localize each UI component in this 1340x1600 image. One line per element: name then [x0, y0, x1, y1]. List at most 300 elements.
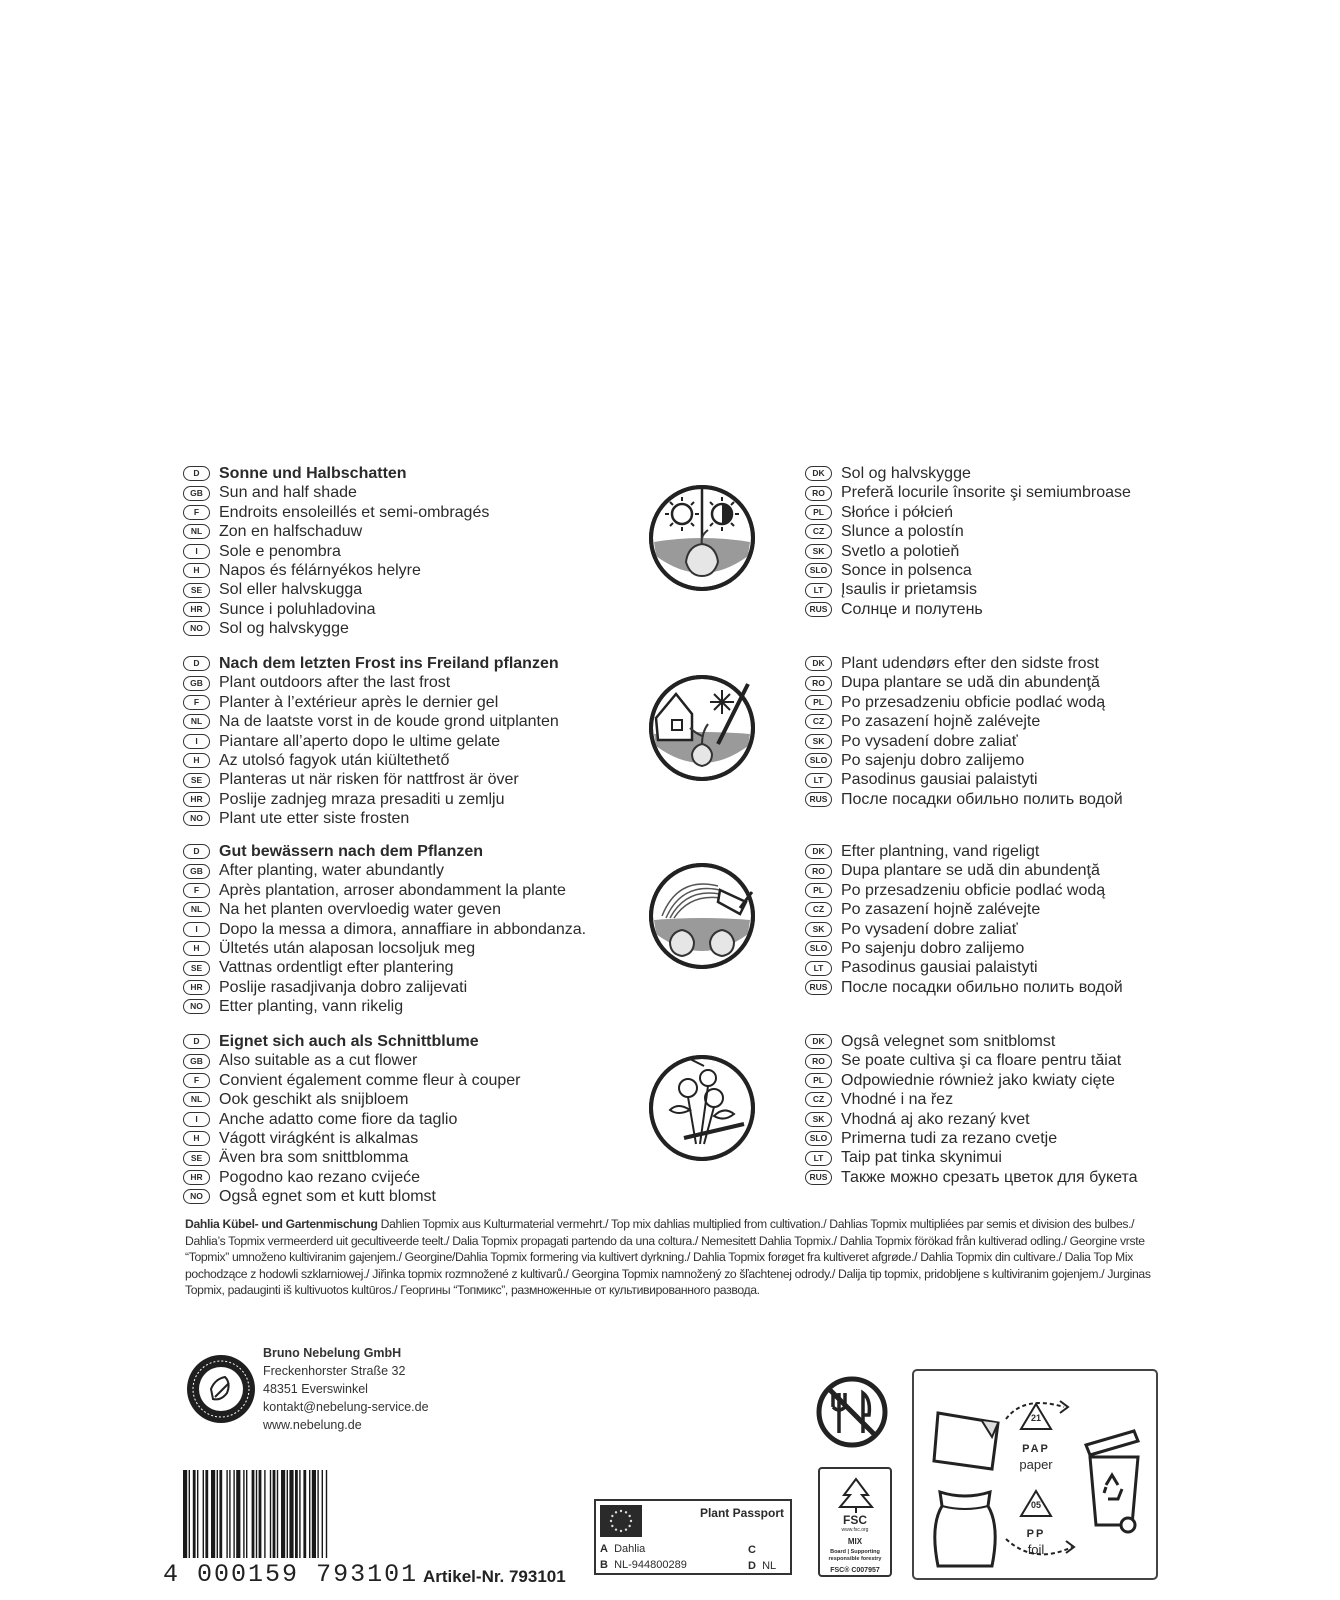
language-line: [183, 712, 603, 731]
passport-line-a: A Dahlia: [600, 1543, 646, 1555]
barcode-bar: [236, 1470, 240, 1558]
eu-flag-icon: [600, 1505, 642, 1537]
language-line: [805, 861, 1285, 880]
language-code-badge: SK: [805, 734, 832, 749]
pp-label: PP: [1026, 1528, 1046, 1540]
barcode-bar: [205, 1470, 208, 1558]
language-text: Ook geschikt als snijbloem: [219, 1091, 409, 1109]
language-code-badge: RUS: [805, 980, 832, 995]
language-line: [183, 732, 603, 751]
product-description: [185, 1216, 1165, 1299]
barcode-bar: [219, 1470, 222, 1558]
language-code-badge: NO: [183, 811, 210, 826]
passport-line-d: D NL: [748, 1560, 777, 1572]
language-code-badge: LT: [805, 1151, 832, 1166]
language-text: Svetlo a polotieň: [841, 542, 960, 560]
language-code-badge: SLO: [805, 941, 832, 956]
language-line: [805, 751, 1285, 770]
language-text: Taip pat tinka skynimui: [841, 1149, 1002, 1167]
language-line: [183, 978, 603, 997]
barcode-bar: [203, 1470, 204, 1558]
language-code-badge: D: [183, 844, 210, 859]
language-code-badge: DK: [805, 844, 832, 859]
language-code-badge: LT: [805, 773, 832, 788]
language-line: [805, 939, 1285, 958]
language-text: Dupa plantare se udă din abundenţă: [841, 674, 1100, 692]
language-line: [183, 1110, 603, 1129]
fsc-name: FSC: [843, 1513, 867, 1527]
language-code-badge: I: [183, 1112, 210, 1127]
barcode-bar: [246, 1470, 247, 1558]
language-line: [805, 673, 1285, 692]
language-code-badge: F: [183, 1073, 210, 1088]
language-text: Gut bewässern nach dem Pflanzen: [219, 843, 484, 860]
language-code-badge: H: [183, 941, 210, 956]
language-line: [183, 939, 603, 958]
company-web: www.nebelung.de: [263, 1418, 362, 1432]
language-line: [183, 1148, 603, 1167]
watering-can-icon: [648, 862, 756, 970]
pap-sub: paper: [1019, 1457, 1053, 1472]
eu-star: [615, 1528, 617, 1530]
language-text: Sole e penombra: [219, 542, 341, 560]
section-sun-right-column: [805, 464, 1285, 619]
language-line: [805, 654, 1285, 673]
barcode-bar: [259, 1470, 262, 1558]
language-text: Planter à l’extérieur après le dernier gel: [219, 693, 499, 711]
language-line: [805, 1148, 1285, 1167]
barcode-bar: [270, 1470, 271, 1558]
language-code-badge: GB: [183, 676, 210, 691]
section-sun-left-column: [183, 464, 603, 639]
barcode-bar: [317, 1470, 318, 1558]
language-text: Vhodné i na řez: [841, 1091, 954, 1109]
language-code-badge: RUS: [805, 1170, 832, 1185]
language-code-badge: CZ: [805, 714, 832, 729]
language-text: После посадки обильно полить водой: [841, 978, 1123, 996]
language-text: Также можно срезать цветок для букета: [841, 1168, 1138, 1186]
language-line: [183, 1129, 603, 1148]
language-line: [183, 861, 603, 880]
language-text: Po przesadzeniu obficie podlać wodą: [841, 881, 1106, 899]
eu-star: [615, 1511, 617, 1513]
language-line: [183, 503, 603, 522]
barcode-bar: [309, 1470, 310, 1558]
language-line: [805, 561, 1285, 580]
language-code-badge: SK: [805, 1112, 832, 1127]
language-line: [805, 958, 1285, 977]
language-line: [805, 1168, 1285, 1187]
language-code-badge: CZ: [805, 902, 832, 917]
section-water-left-column: [183, 842, 603, 1017]
company-email: kontakt@nebelung-service.de: [263, 1400, 429, 1414]
language-text: Efter plantning, vand rigeligt: [841, 843, 1040, 860]
language-text: After planting, water abundantly: [219, 862, 445, 880]
plant-passport-title: Plant Passport: [699, 1506, 784, 1520]
language-line: [183, 1090, 603, 1109]
barcode-bar: [233, 1470, 234, 1558]
language-code-badge: NO: [183, 999, 210, 1014]
language-line: [183, 1032, 603, 1051]
sustainable-supplier-seal: [185, 1353, 257, 1425]
language-text: Sun and half shade: [219, 484, 357, 502]
language-text: Солнце и полутень: [841, 600, 983, 618]
fsc-license: FSC® C007957: [830, 1567, 880, 1574]
language-code-badge: D: [183, 466, 210, 481]
language-text: Po przesadzeniu obficie podlać wodą: [841, 693, 1106, 711]
barcode-bar: [183, 1470, 187, 1558]
language-text: Įsaulis ir prietamsis: [841, 581, 978, 599]
language-line: [805, 1129, 1285, 1148]
language-code-badge: RO: [805, 864, 832, 879]
language-text: Na de laatste vorst in de koude grond uitplanten: [219, 713, 559, 731]
language-text: Dupa plantare se udă din abundenţă: [841, 862, 1100, 880]
language-text: Dopo la messa a dimora, annaffiare in abbondanza.: [219, 920, 587, 938]
barcode-bar: [264, 1470, 265, 1558]
sun-halfshade-icon: [648, 484, 756, 592]
language-code-badge: SK: [805, 544, 832, 559]
language-code-badge: NL: [183, 714, 210, 729]
language-code-badge: NL: [183, 1092, 210, 1107]
language-line: [805, 790, 1285, 809]
language-code-badge: RUS: [805, 792, 832, 807]
recycling-info: [912, 1369, 1158, 1580]
language-line: [183, 881, 603, 900]
pp-code: 05: [1030, 1500, 1041, 1510]
passport-line-b: B NL-944800289: [600, 1559, 687, 1571]
language-line: [183, 958, 603, 977]
language-line: [805, 1110, 1285, 1129]
language-line: [805, 693, 1285, 712]
barcode-bar: [299, 1470, 300, 1558]
language-code-badge: SE: [183, 1151, 210, 1166]
language-code-badge: LT: [805, 583, 832, 598]
no-food-icon: [815, 1375, 889, 1449]
language-line: [805, 900, 1285, 919]
barcode-bar: [256, 1470, 257, 1558]
language-code-badge: F: [183, 505, 210, 520]
barcode-bar: [252, 1470, 255, 1558]
language-line: [805, 503, 1285, 522]
language-text: Även bra som snittblomma: [219, 1149, 409, 1167]
language-text: Zon en halfschaduw: [219, 523, 363, 541]
language-code-badge: DK: [805, 656, 832, 671]
language-code-badge: NL: [183, 524, 210, 539]
language-text: Eignet sich auch als Schnittblume: [219, 1033, 479, 1050]
language-text: Słońce i półcień: [841, 503, 954, 521]
company-name: Bruno Nebelung GmbH: [263, 1346, 402, 1360]
language-code-badge: I: [183, 922, 210, 937]
barcode-bar: [277, 1470, 278, 1558]
section-frost-left-column: [183, 654, 603, 829]
company-address: [263, 1344, 429, 1434]
language-text: Plant ute etter siste frosten: [219, 810, 410, 828]
eu-star: [630, 1520, 632, 1522]
language-text: Après plantation, arroser abondamment la plante: [219, 881, 566, 899]
language-text: Plant udendørs efter den sidste frost: [841, 655, 1099, 672]
language-text: Sol eller halvskugga: [219, 581, 363, 599]
language-line: [183, 619, 603, 638]
barcode-bar: [217, 1470, 218, 1558]
barcode-bar: [303, 1470, 306, 1558]
language-line: [805, 712, 1285, 731]
language-text: Po zasazení hojně zalévejte: [841, 713, 1041, 731]
language-line: [805, 920, 1285, 939]
language-text: Preferă locurile însorite şi semiumbroase: [841, 484, 1131, 502]
language-line: [805, 770, 1285, 789]
language-text: Sunce i poluhladovina: [219, 600, 376, 618]
language-line: [183, 580, 603, 599]
language-text: Po vysadení dobre zaliať: [841, 920, 1018, 938]
barcode-bar: [289, 1470, 293, 1558]
language-text: Vhodná aj ako rezaný kvet: [841, 1110, 1030, 1128]
language-text: Pasodinus gausiai palaistyti: [841, 771, 1038, 789]
language-code-badge: GB: [183, 864, 210, 879]
eu-star: [628, 1515, 630, 1517]
language-line: [805, 522, 1285, 541]
barcode-bar: [287, 1470, 288, 1558]
language-line: [183, 561, 603, 580]
language-text: Sol og halvskygge: [219, 620, 349, 638]
language-code-badge: H: [183, 1131, 210, 1146]
language-code-badge: NL: [183, 902, 210, 917]
pap-code: 21: [1030, 1413, 1041, 1423]
fsc-site: www.fsc.org: [841, 1527, 869, 1533]
article-number: Artikel-Nr. 793101: [423, 1567, 566, 1586]
language-code-badge: NO: [183, 1189, 210, 1204]
language-text: Pasodinus gausiai palaistyti: [841, 959, 1038, 977]
language-line: [183, 1051, 603, 1070]
language-text: Primerna tudi za rezano cvetje: [841, 1129, 1058, 1147]
barcode-group-1: 000159: [197, 1560, 300, 1589]
language-code-badge: SLO: [805, 1131, 832, 1146]
language-code-badge: HR: [183, 1170, 210, 1185]
language-text: Piantare all’aperto dopo le ultime gelate: [219, 732, 501, 750]
language-line: [805, 732, 1285, 751]
barcode-bar: [326, 1470, 327, 1558]
eu-star: [620, 1530, 622, 1532]
language-line: [183, 654, 603, 673]
language-code-badge: RO: [805, 1054, 832, 1069]
language-text: Anche adatto come fiore da taglio: [219, 1110, 458, 1128]
barcode-bar: [322, 1470, 323, 1558]
language-code-badge: RO: [805, 676, 832, 691]
language-line: [183, 900, 603, 919]
language-code-badge: SLO: [805, 563, 832, 578]
language-text: Poslije rasadjivanja dobro zalijevati: [219, 978, 468, 996]
language-line: [805, 580, 1285, 599]
language-line: [183, 1071, 603, 1090]
fsc-claim: Board | Supporting responsible forestry: [828, 1549, 882, 1562]
language-code-badge: SE: [183, 583, 210, 598]
language-text: Sonce in polsenca: [841, 561, 972, 579]
barcode-digits: [163, 1560, 418, 1589]
language-text: Ogsâ velegnet som snitblomst: [841, 1033, 1056, 1050]
passport-line-c: C: [748, 1544, 756, 1556]
language-line: [805, 978, 1285, 997]
language-text: Also suitable as a cut flower: [219, 1052, 418, 1070]
language-line: [183, 842, 603, 861]
language-text: Po sajenju dobro zalijemo: [841, 751, 1025, 769]
language-code-badge: HR: [183, 792, 210, 807]
language-code-badge: LT: [805, 961, 832, 976]
language-code-badge: PL: [805, 883, 832, 898]
language-line: [805, 842, 1285, 861]
language-code-badge: SE: [183, 961, 210, 976]
language-code-badge: RUS: [805, 602, 832, 617]
language-line: [805, 881, 1285, 900]
product-name: Dahlia Kübel- und Gartenmischung: [185, 1217, 378, 1231]
language-code-badge: GB: [183, 1054, 210, 1069]
language-text: Se poate cultiva şi ca floare pentru tăiat: [841, 1052, 1122, 1070]
foil-bag-icon: [930, 1486, 1000, 1572]
language-text: Vattnas ordentligt efter plantering: [219, 959, 454, 977]
language-line: [183, 770, 603, 789]
eu-star: [611, 1525, 613, 1527]
language-text: Napos és félárnyékos helyre: [219, 561, 421, 579]
language-text: Vágott virágként is alkalmas: [219, 1129, 419, 1147]
language-text: Nach dem letzten Frost ins Freiland pflanzen: [219, 655, 559, 672]
language-line: [805, 1090, 1285, 1109]
language-line: [805, 1032, 1285, 1051]
language-text: Plant outdoors after the last frost: [219, 674, 451, 692]
section-cut-right-column: [805, 1032, 1285, 1187]
language-line: [183, 809, 603, 828]
barcode-bar: [312, 1470, 316, 1558]
language-line: [183, 997, 603, 1016]
language-code-badge: H: [183, 563, 210, 578]
language-code-badge: I: [183, 544, 210, 559]
language-text: Odpowiednie również jako kwiaty cięte: [841, 1071, 1115, 1089]
trash-bin-icon: [1082, 1427, 1146, 1537]
language-code-badge: PL: [805, 505, 832, 520]
language-text: Ültetés után alaposan locsoljuk meg: [219, 939, 476, 957]
eu-star: [625, 1528, 627, 1530]
barcode-bar: [197, 1470, 198, 1558]
language-text: Po sajenju dobro zalijemo: [841, 939, 1025, 957]
fsc-mix: MIX: [847, 1537, 863, 1546]
barcode-bar: [189, 1470, 190, 1558]
section-frost-right-column: [805, 654, 1285, 809]
language-text: Etter planting, vann rikelig: [219, 998, 404, 1016]
eu-star: [611, 1515, 613, 1517]
language-code-badge: SK: [805, 922, 832, 937]
language-text: Az utolsó fagyok után kiültethető: [219, 751, 450, 769]
language-line: [183, 483, 603, 502]
language-code-badge: SLO: [805, 753, 832, 768]
language-line: [183, 920, 603, 939]
barcode-bar: [193, 1470, 196, 1558]
language-code-badge: D: [183, 656, 210, 671]
language-line: [183, 693, 603, 712]
barcode-group-2: 793101: [316, 1560, 419, 1589]
eu-star: [620, 1510, 622, 1512]
fsc-tree-icon: [836, 1475, 876, 1513]
language-text: После посадки обильно полить водой: [841, 790, 1123, 808]
language-code-badge: F: [183, 883, 210, 898]
language-text: Endroits ensoleillés et semi-ombragés: [219, 503, 490, 521]
eu-star: [610, 1520, 612, 1522]
language-code-badge: D: [183, 1034, 210, 1049]
language-line: [805, 1051, 1285, 1070]
language-line: [805, 542, 1285, 561]
language-code-badge: I: [183, 734, 210, 749]
language-text: Po zasazení hojně zalévejte: [841, 901, 1041, 919]
barcode-bar: [273, 1470, 276, 1558]
barcode-bar: [243, 1470, 244, 1558]
language-text: Sol og halvskygge: [841, 465, 971, 482]
language-line: [183, 522, 603, 541]
language-text: Slunce a polostín: [841, 523, 964, 541]
language-code-badge: PL: [805, 1073, 832, 1088]
product-description-text: Dahlien Topmix aus Kulturmaterial vermehrt./ Top mix dahlias multiplied from cultivation./ Dahlias Topmix multipliées par semis et division des bulbes./ Dahlia’s Topmix vermeerderd uit gecultiveerde teelt./ Dalia Topmix propagati partendo da una coltura./ Nemesitett Dahlia Topmix./ Dahlia Topmix förökad från kultiverad odling./ Georgine vrste “Topmix” umnoženo kultiviranim gajenjem./ Georgine/Dahlia Topmix formering via kultivert dyrkning./ Dahlia Topmix forøget fra kultiveret afgrøde./ Dahlia Topmix din cultivare./ Dalia Top Mix pochodzące z hodowli szklarniowej./ Jiřinka topmix rozmnožené z kultivarů./ Georgina Topmix namnožený zo šľachtenej odrody./ Dalija tip topmix, pridobljene s kultiviranim gojenjem./ Jurginas Topmix, padauginti iš kultivuotos kultūros./ Георгины “Топмикс”, размноженные от культивированного развода.: [185, 1217, 1151, 1297]
pp-sub: foil: [1027, 1542, 1045, 1557]
fsc-label: [818, 1467, 892, 1577]
pap-label: PAP: [1022, 1443, 1050, 1455]
plant-passport: [594, 1499, 792, 1575]
language-code-badge: NO: [183, 621, 210, 636]
barcode: [183, 1470, 393, 1570]
language-line: [183, 1168, 603, 1187]
language-code-badge: F: [183, 695, 210, 710]
language-line: [183, 464, 603, 483]
language-line: [805, 464, 1285, 483]
cut-flower-icon: [648, 1054, 756, 1162]
language-text: Også egnet som et kutt blomst: [219, 1188, 436, 1206]
section-cut-left-column: [183, 1032, 603, 1207]
language-code-badge: CZ: [805, 524, 832, 539]
barcode-bar: [295, 1470, 298, 1558]
company-city: 48351 Everswinkel: [263, 1382, 368, 1396]
frost-plant-icon: [648, 674, 756, 782]
language-text: Pogodno kao rezano cvijeće: [219, 1168, 421, 1186]
language-text: Convient également comme fleur à couper: [219, 1071, 521, 1089]
barcode-bar: [211, 1470, 215, 1558]
language-code-badge: PL: [805, 695, 832, 710]
company-street: Freckenhorster Straße 32: [263, 1364, 406, 1378]
language-code-badge: H: [183, 753, 210, 768]
language-text: Na het planten overvloedig water geven: [219, 901, 501, 919]
language-code-badge: GB: [183, 486, 210, 501]
section-water-right-column: [805, 842, 1285, 997]
language-line: [183, 1187, 603, 1206]
eu-star: [628, 1525, 630, 1527]
language-code-badge: DK: [805, 1034, 832, 1049]
barcode-bar: [226, 1470, 227, 1558]
arrow-paths-icon: [994, 1389, 1094, 1569]
language-code-badge: CZ: [805, 1092, 832, 1107]
language-code-badge: HR: [183, 980, 210, 995]
language-code-badge: HR: [183, 602, 210, 617]
language-text: Sonne und Halbschatten: [219, 465, 407, 482]
language-code-badge: SE: [183, 773, 210, 788]
language-line: [183, 600, 603, 619]
language-line: [805, 600, 1285, 619]
language-text: Po vysadení dobre zaliať: [841, 732, 1018, 750]
barcode-bar: [281, 1470, 285, 1558]
language-line: [183, 673, 603, 692]
language-text: Planteras ut när risken för nattfrost är över: [219, 771, 519, 789]
language-line: [183, 790, 603, 809]
language-line: [805, 1071, 1285, 1090]
language-code-badge: DK: [805, 466, 832, 481]
eu-star: [625, 1511, 627, 1513]
language-line: [183, 542, 603, 561]
barcode-bar: [229, 1470, 230, 1558]
language-text: Poslije zadnjeg mraza presaditi u zemlju: [219, 790, 505, 808]
barcode-first-digit: 4: [163, 1560, 181, 1589]
language-line: [183, 751, 603, 770]
